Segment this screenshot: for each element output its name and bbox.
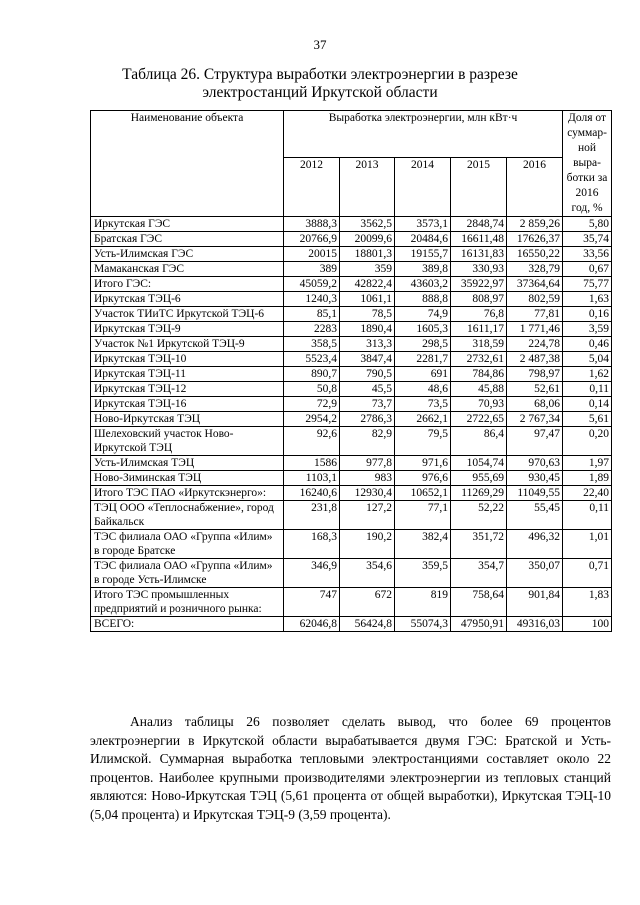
table-row: [91, 486, 612, 501]
row-object-name: Усть-Илимская ГЭС: [91, 247, 284, 262]
row-object-name: Иркутская ТЭЦ-9: [91, 322, 284, 337]
row-output-value: 354,6: [340, 559, 395, 588]
row-output-value: 37364,64: [507, 277, 563, 292]
row-output-value: 45059,2: [284, 277, 340, 292]
row-output-value: 47950,91: [451, 617, 507, 632]
row-output-value: 86,4: [451, 427, 507, 456]
row-output-value: 3573,1: [395, 217, 451, 232]
row-output-value: 1611,17: [451, 322, 507, 337]
row-output-value: 52,22: [451, 501, 507, 530]
row-output-value: 20484,6: [395, 232, 451, 247]
row-object-name: Иркутская ГЭС: [91, 217, 284, 232]
row-share-value: 0,11: [563, 382, 612, 397]
row-output-value: 82,9: [340, 427, 395, 456]
table-row: [91, 530, 612, 559]
row-output-value: 790,5: [340, 367, 395, 382]
row-output-value: 2954,2: [284, 412, 340, 427]
year-header: 2012: [284, 157, 340, 216]
electricity-output-table: [90, 110, 612, 632]
row-share-value: 0,46: [563, 337, 612, 352]
row-object-name: Усть-Илимская ТЭЦ: [91, 456, 284, 471]
row-output-value: 930,45: [507, 471, 563, 486]
row-output-value: 17626,37: [507, 232, 563, 247]
row-output-value: 68,06: [507, 397, 563, 412]
row-output-value: 16550,22: [507, 247, 563, 262]
row-output-value: 12930,4: [340, 486, 395, 501]
row-output-value: 1240,3: [284, 292, 340, 307]
row-output-value: 20766,9: [284, 232, 340, 247]
row-output-value: 1586: [284, 456, 340, 471]
table-row: [91, 367, 612, 382]
row-output-value: 350,07: [507, 559, 563, 588]
row-output-value: 231,8: [284, 501, 340, 530]
row-output-value: 888,8: [395, 292, 451, 307]
page-number: 37: [313, 37, 327, 52]
table-row: [91, 337, 612, 352]
row-output-value: 977,8: [340, 456, 395, 471]
row-share-value: 0,67: [563, 262, 612, 277]
table-row: [91, 397, 612, 412]
row-output-value: 49316,03: [507, 617, 563, 632]
row-share-value: 75,77: [563, 277, 612, 292]
row-output-value: 1103,1: [284, 471, 340, 486]
row-output-value: 2283: [284, 322, 340, 337]
row-object-name: Итого ГЭС:: [91, 277, 284, 292]
row-object-name: Иркутская ТЭЦ-16: [91, 397, 284, 412]
row-output-value: 1890,4: [340, 322, 395, 337]
row-share-value: 3,59: [563, 322, 612, 337]
row-share-value: 0,16: [563, 307, 612, 322]
table-row: [91, 501, 612, 530]
row-object-name: ТЭЦ ООО «Теплоснабжение», город Байкальск: [91, 501, 284, 530]
row-output-value: 73,5: [395, 397, 451, 412]
row-object-name: Участок №1 Иркутской ТЭЦ-9: [91, 337, 284, 352]
row-object-name: Ново-Зиминская ТЭЦ: [91, 471, 284, 486]
row-output-value: 78,5: [340, 307, 395, 322]
row-share-value: 5,04: [563, 352, 612, 367]
header-share: Доля от суммар-ной выра-ботки за 2016 год, %: [563, 111, 612, 217]
row-output-value: 359: [340, 262, 395, 277]
row-output-value: 955,69: [451, 471, 507, 486]
row-output-value: 808,97: [451, 292, 507, 307]
row-output-value: 976,6: [395, 471, 451, 486]
row-output-value: 77,1: [395, 501, 451, 530]
table-row: [91, 307, 612, 322]
row-output-value: 72,9: [284, 397, 340, 412]
header-output: Выработка электроэнергии, млн кВт·ч: [284, 111, 563, 158]
row-output-value: 43603,2: [395, 277, 451, 292]
row-output-value: 35922,97: [451, 277, 507, 292]
row-output-value: 16131,83: [451, 247, 507, 262]
year-header: 2013: [340, 157, 395, 216]
row-share-value: 5,61: [563, 412, 612, 427]
row-output-value: 168,3: [284, 530, 340, 559]
row-output-value: 298,5: [395, 337, 451, 352]
row-share-value: 1,89: [563, 471, 612, 486]
row-output-value: 76,8: [451, 307, 507, 322]
row-output-value: 389: [284, 262, 340, 277]
table-title: [60, 66, 580, 102]
row-output-value: 50,8: [284, 382, 340, 397]
row-object-name: Участок ТИиТС Иркутской ТЭЦ-6: [91, 307, 284, 322]
table-row: [91, 617, 612, 632]
row-output-value: 127,2: [340, 501, 395, 530]
row-output-value: 20015: [284, 247, 340, 262]
row-share-value: 0,20: [563, 427, 612, 456]
row-output-value: 328,79: [507, 262, 563, 277]
table-row: [91, 262, 612, 277]
row-output-value: 382,4: [395, 530, 451, 559]
row-output-value: 45,5: [340, 382, 395, 397]
row-output-value: 798,97: [507, 367, 563, 382]
table-row: [91, 471, 612, 486]
table-row: [91, 412, 612, 427]
row-object-name: ТЭС филиала ОАО «Группа «Илим» в городе Усть-Илимске: [91, 559, 284, 588]
table-row: [91, 427, 612, 456]
row-object-name: ВСЕГО:: [91, 617, 284, 632]
row-object-name: Итого ТЭС ПАО «Иркутскэнерго»:: [91, 486, 284, 501]
row-object-name: Ново-Иркутская ТЭЦ: [91, 412, 284, 427]
table-row: [91, 322, 612, 337]
row-output-value: 901,84: [507, 588, 563, 617]
row-output-value: 190,2: [340, 530, 395, 559]
row-output-value: 16240,6: [284, 486, 340, 501]
table-row: [91, 352, 612, 367]
row-output-value: 971,6: [395, 456, 451, 471]
row-output-value: 359,5: [395, 559, 451, 588]
analysis-paragraph: Анализ таблицы 26 позволяет сделать вывод, что более 69 процентов электроэнергии в Иркутской области вырабатывается двумя ГЭС: Братской и Усть-Илимской. Суммарная выработка тепловыми электростанциями составляет около 22 процентов. Наиболее крупными производителями электроэнергии из тепловых станций являются: Ново-Иркутская ТЭЦ (5,61 процента от общей выработки), Иркутская ТЭЦ-10 (5,04 процента) и Иркутская ТЭЦ-9 (3,59 процента).: [90, 714, 611, 822]
table-row: [91, 247, 612, 262]
row-output-value: 52,61: [507, 382, 563, 397]
table-title-line-1: Таблица 26. Структура выработки электроэнергии в разрезе: [122, 66, 518, 83]
row-output-value: 354,7: [451, 559, 507, 588]
row-output-value: 346,9: [284, 559, 340, 588]
row-output-value: 97,47: [507, 427, 563, 456]
row-share-value: 100: [563, 617, 612, 632]
year-header: 2016: [507, 157, 563, 216]
year-header: 2015: [451, 157, 507, 216]
row-output-value: 2848,74: [451, 217, 507, 232]
row-share-value: 1,63: [563, 292, 612, 307]
row-output-value: 672: [340, 588, 395, 617]
table-row: [91, 382, 612, 397]
row-output-value: 784,86: [451, 367, 507, 382]
row-output-value: 70,93: [451, 397, 507, 412]
row-output-value: 85,1: [284, 307, 340, 322]
row-object-name: Братская ГЭС: [91, 232, 284, 247]
row-share-value: 1,62: [563, 367, 612, 382]
row-output-value: 389,8: [395, 262, 451, 277]
row-share-value: 5,80: [563, 217, 612, 232]
row-output-value: 1605,3: [395, 322, 451, 337]
row-share-value: 0,14: [563, 397, 612, 412]
table-row: [91, 277, 612, 292]
row-share-value: 22,40: [563, 486, 612, 501]
row-object-name: Иркутская ТЭЦ-10: [91, 352, 284, 367]
row-share-value: 1,83: [563, 588, 612, 617]
row-output-value: 20099,6: [340, 232, 395, 247]
row-object-name: Шелеховский участок Ново-Иркутской ТЭЦ: [91, 427, 284, 456]
row-output-value: 2281,7: [395, 352, 451, 367]
row-object-name: Иркутская ТЭЦ-12: [91, 382, 284, 397]
row-output-value: 5523,4: [284, 352, 340, 367]
year-header: 2014: [395, 157, 451, 216]
row-output-value: 351,72: [451, 530, 507, 559]
table-title-line-2: электростанций Иркутской области: [202, 84, 438, 101]
row-output-value: 358,5: [284, 337, 340, 352]
row-output-value: 48,6: [395, 382, 451, 397]
row-output-value: 1061,1: [340, 292, 395, 307]
table-row: [91, 217, 612, 232]
row-output-value: 56424,8: [340, 617, 395, 632]
table-row: [91, 588, 612, 617]
row-object-name: Иркутская ТЭЦ-6: [91, 292, 284, 307]
row-output-value: 2662,1: [395, 412, 451, 427]
row-output-value: 3888,3: [284, 217, 340, 232]
row-output-value: 983: [340, 471, 395, 486]
row-output-value: 45,88: [451, 382, 507, 397]
row-output-value: 1 771,46: [507, 322, 563, 337]
row-object-name: Итого ТЭС промышленных предприятий и розничного рынка:: [91, 588, 284, 617]
table-row: [91, 456, 612, 471]
row-output-value: 18801,3: [340, 247, 395, 262]
row-output-value: 62046,8: [284, 617, 340, 632]
row-output-value: 16611,48: [451, 232, 507, 247]
row-output-value: 747: [284, 588, 340, 617]
row-object-name: Иркутская ТЭЦ-11: [91, 367, 284, 382]
row-object-name: Мамаканская ГЭС: [91, 262, 284, 277]
row-output-value: 802,59: [507, 292, 563, 307]
row-output-value: 2 767,34: [507, 412, 563, 427]
row-output-value: 2 859,26: [507, 217, 563, 232]
row-output-value: 42822,4: [340, 277, 395, 292]
row-output-value: 77,81: [507, 307, 563, 322]
row-output-value: 2786,3: [340, 412, 395, 427]
row-output-value: 318,59: [451, 337, 507, 352]
row-output-value: 11269,29: [451, 486, 507, 501]
table-row: [91, 232, 612, 247]
row-output-value: 79,5: [395, 427, 451, 456]
row-output-value: 970,63: [507, 456, 563, 471]
row-output-value: 3562,5: [340, 217, 395, 232]
row-output-value: 1054,74: [451, 456, 507, 471]
row-output-value: 691: [395, 367, 451, 382]
row-share-value: 1,97: [563, 456, 612, 471]
row-output-value: 313,3: [340, 337, 395, 352]
row-output-value: 330,93: [451, 262, 507, 277]
row-share-value: 1,01: [563, 530, 612, 559]
table-row: [91, 292, 612, 307]
row-output-value: 11049,55: [507, 486, 563, 501]
header-object-name: Наименование объекта: [91, 111, 284, 217]
row-output-value: 2 487,38: [507, 352, 563, 367]
table-row: [91, 559, 612, 588]
row-output-value: 74,9: [395, 307, 451, 322]
row-output-value: 2722,65: [451, 412, 507, 427]
row-output-value: 55074,3: [395, 617, 451, 632]
row-share-value: 35,74: [563, 232, 612, 247]
row-object-name: ТЭС филиала ОАО «Группа «Илим» в городе Братске: [91, 530, 284, 559]
row-share-value: 0,11: [563, 501, 612, 530]
row-output-value: 496,32: [507, 530, 563, 559]
row-output-value: 819: [395, 588, 451, 617]
row-output-value: 55,45: [507, 501, 563, 530]
row-output-value: 19155,7: [395, 247, 451, 262]
row-output-value: 224,78: [507, 337, 563, 352]
row-share-value: 33,56: [563, 247, 612, 262]
row-output-value: 92,6: [284, 427, 340, 456]
row-output-value: 73,7: [340, 397, 395, 412]
row-output-value: 2732,61: [451, 352, 507, 367]
row-output-value: 758,64: [451, 588, 507, 617]
row-output-value: 890,7: [284, 367, 340, 382]
row-output-value: 3847,4: [340, 352, 395, 367]
row-output-value: 10652,1: [395, 486, 451, 501]
row-share-value: 0,71: [563, 559, 612, 588]
